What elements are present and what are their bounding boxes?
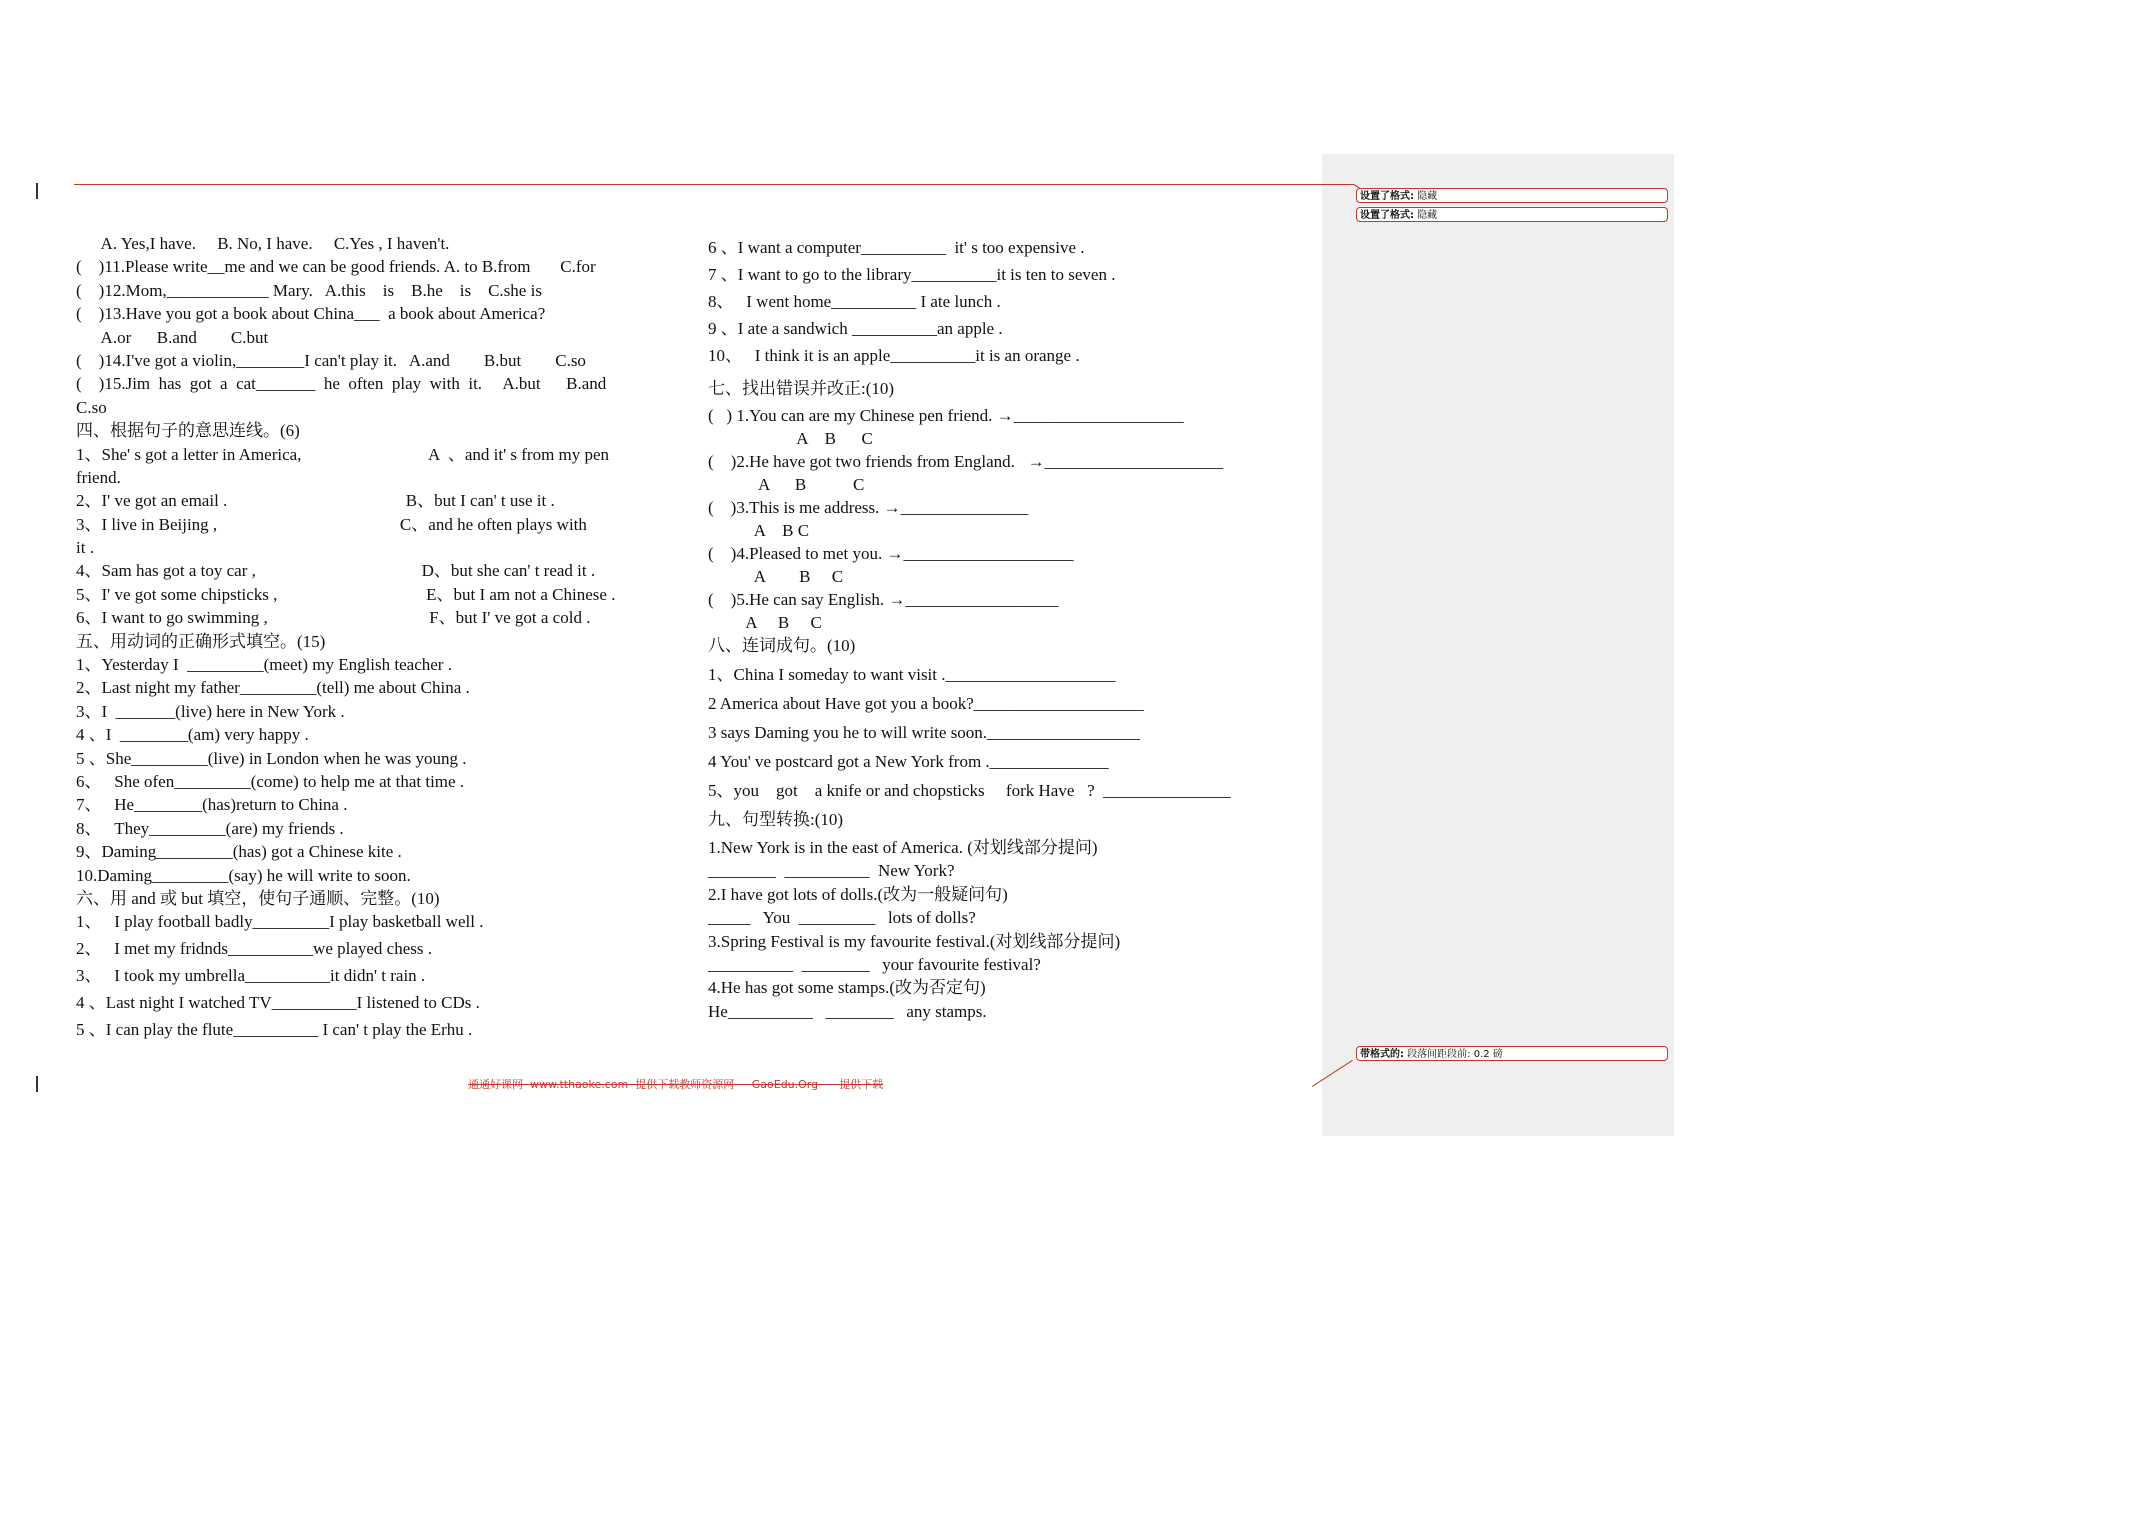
left-column bbox=[76, 232, 686, 1045]
balloon-label: 带格式的: bbox=[1360, 1049, 1404, 1060]
doc-line: 4、Sam has got a toy car , D、but she can' t read it . bbox=[76, 561, 596, 581]
doc-line: 6、 She ofen_________(come) to help me at that time . bbox=[76, 771, 465, 791]
doc-line: it . bbox=[76, 538, 94, 558]
comment-balloon[interactable] bbox=[1356, 1046, 1668, 1061]
section-heading: 七、找出错误并改正:(10) bbox=[708, 379, 895, 398]
doc-line: ________ __________ New York? bbox=[708, 861, 955, 881]
doc-line: 3、I live in Beijing , C、and he often plays with bbox=[76, 514, 587, 534]
doc-line: ( )2.He have got two friends from England. →_____________________ bbox=[708, 452, 1224, 471]
doc-line: 10、 I think it is an apple__________it is an orange . bbox=[708, 346, 1080, 365]
revision-connector-line bbox=[74, 184, 1354, 185]
comment-balloon[interactable] bbox=[1356, 188, 1668, 203]
doc-line: 7 、I want to go to the library__________it is ten to seven . bbox=[708, 265, 1116, 284]
option-letters: A B C bbox=[708, 475, 865, 494]
page-footer: 通通好课网 www.tthaoke.com 提供下载教师资源网 GaoEdu.Org 提供下载 bbox=[468, 1078, 884, 1091]
doc-line: 6、I want to go swimming , F、but I' ve got a cold . bbox=[76, 608, 591, 628]
balloon-value: 隐藏 bbox=[1417, 210, 1438, 221]
doc-line: 4.He has got some stamps.(改为否定句) bbox=[708, 978, 986, 998]
doc-line: 2、I' ve got an email . B、but I can' t use it . bbox=[76, 491, 555, 511]
doc-line: 3 says Daming you he to will write soon.__________________ bbox=[708, 723, 1141, 742]
doc-line: ( )12.Mom,____________ Mary. A.this is B.he is C.she is bbox=[76, 280, 542, 300]
doc-line: 10.Daming_________(say) he will write to soon. bbox=[76, 865, 411, 885]
section-heading: 八、连词成句。(10) bbox=[708, 636, 856, 655]
option-letters: A B C bbox=[708, 429, 873, 448]
doc-line: 2 America about Have got you a book?____________________ bbox=[708, 694, 1144, 713]
doc-line: __________ ________ your favourite festival? bbox=[708, 954, 1041, 974]
balloon-label: 设置了格式: bbox=[1360, 210, 1414, 221]
doc-line: 5 、I can play the flute__________ I can' t play the Erhu . bbox=[76, 1020, 473, 1040]
balloon-value: 隐藏 bbox=[1417, 191, 1438, 202]
doc-line: friend. bbox=[76, 467, 121, 487]
doc-line: 1.New York is in the east of America. (对划线部分提问) bbox=[708, 838, 1098, 857]
doc-line: ( )5.He can say English. →__________________ bbox=[708, 590, 1059, 609]
doc-line: 2、 I met my fridnds__________we played chess . bbox=[76, 939, 432, 959]
doc-line: ( )15.Jim has got a cat_______ he often play with it. A.but B.and bbox=[76, 374, 607, 394]
doc-line: 5、I' ve got some chipsticks , E、but I am not a Chinese . bbox=[76, 584, 616, 604]
doc-line: A. Yes,I have. B. No, I have. C.Yes , I haven't. bbox=[76, 234, 450, 253]
doc-line: 8、 I went home__________ I ate lunch . bbox=[708, 292, 1001, 311]
doc-line: 2.I have got lots of dolls.(改为一般疑问句) bbox=[708, 884, 1008, 904]
doc-line: 1、 I play football badly_________I play basketball well . bbox=[76, 912, 484, 932]
doc-line: 9、Daming_________(has) got a Chinese kite . bbox=[76, 842, 402, 862]
right-column bbox=[708, 234, 1308, 1021]
balloon-label: 设置了格式: bbox=[1360, 191, 1414, 202]
doc-line: ( )11.Please write__me and we can be good friends. A. to B.from C.for bbox=[76, 257, 596, 277]
doc-line: 9 、I ate a sandwich __________an apple . bbox=[708, 319, 1003, 338]
doc-line: _____ You _________ lots of dolls? bbox=[708, 908, 976, 928]
doc-line: ( ) 1.You can are my Chinese pen friend. →____________________ bbox=[708, 406, 1184, 425]
change-bar-bottom bbox=[36, 1076, 38, 1092]
doc-line: 6 、I want a computer__________ it' s too expensive . bbox=[708, 238, 1085, 257]
doc-line: 1、She' s got a letter in America, A 、and it' s from my pen bbox=[76, 444, 610, 464]
doc-line: 4 、Last night I watched TV__________I listened to CDs . bbox=[76, 993, 480, 1013]
doc-line: He__________ ________ any stamps. bbox=[708, 1001, 987, 1021]
section-heading: 五、用动词的正确形式填空。(15) bbox=[76, 631, 326, 651]
doc-line: ( )4.Pleased to met you. →____________________ bbox=[708, 544, 1074, 563]
section-heading: 四、根据句子的意思连线。(6) bbox=[76, 421, 300, 441]
doc-line: 3.Spring Festival is my favourite festival.(对划线部分提问) bbox=[708, 931, 1121, 951]
doc-line: ( )13.Have you got a book about China___ a book about America? bbox=[76, 304, 546, 324]
balloon-value: 段落间距段前: 0.2 磅 bbox=[1407, 1049, 1503, 1060]
doc-line: 3、 I took my umbrella__________it didn' t rain . bbox=[76, 966, 426, 986]
doc-line: 4 、I ________(am) very happy . bbox=[76, 725, 309, 745]
change-bar-top bbox=[36, 183, 38, 199]
markup-margin-pane bbox=[1322, 154, 1674, 1136]
doc-line: 7、 He________(has)return to China . bbox=[76, 795, 348, 815]
section-heading: 六、用 and 或 but 填空，使句子通顺、完整。(10) bbox=[76, 888, 440, 908]
doc-line: C.so bbox=[76, 397, 107, 417]
option-letters: A B C bbox=[708, 613, 822, 632]
option-letters: A B C bbox=[708, 567, 844, 586]
doc-line: 5、you got a knife or and chopsticks fork Have ? _______________ bbox=[708, 781, 1231, 800]
option-letters: A B C bbox=[708, 521, 810, 540]
doc-line: 8、 They_________(are) my friends . bbox=[76, 818, 344, 838]
doc-line: 2、Last night my father_________(tell) me about China . bbox=[76, 678, 470, 698]
doc-line: 1、China I someday to want visit .____________________ bbox=[708, 665, 1116, 684]
doc-line: 1、Yesterday I _________(meet) my English teacher . bbox=[76, 655, 452, 675]
comment-balloon[interactable] bbox=[1356, 207, 1668, 222]
section-heading: 九、句型转换:(10) bbox=[708, 810, 844, 829]
doc-line: ( )14.I've got a violin,________I can't play it. A.and B.but C.so bbox=[76, 350, 586, 370]
doc-line: 4 You' ve postcard got a New York from .______________ bbox=[708, 752, 1109, 771]
doc-line: 5 、She_________(live) in London when he was young . bbox=[76, 748, 467, 768]
doc-line: 3、I _______(live) here in New York . bbox=[76, 701, 345, 721]
doc-line: ( )3.This is me address. →_______________ bbox=[708, 498, 1029, 517]
doc-line: A.or B.and C.but bbox=[76, 327, 269, 347]
